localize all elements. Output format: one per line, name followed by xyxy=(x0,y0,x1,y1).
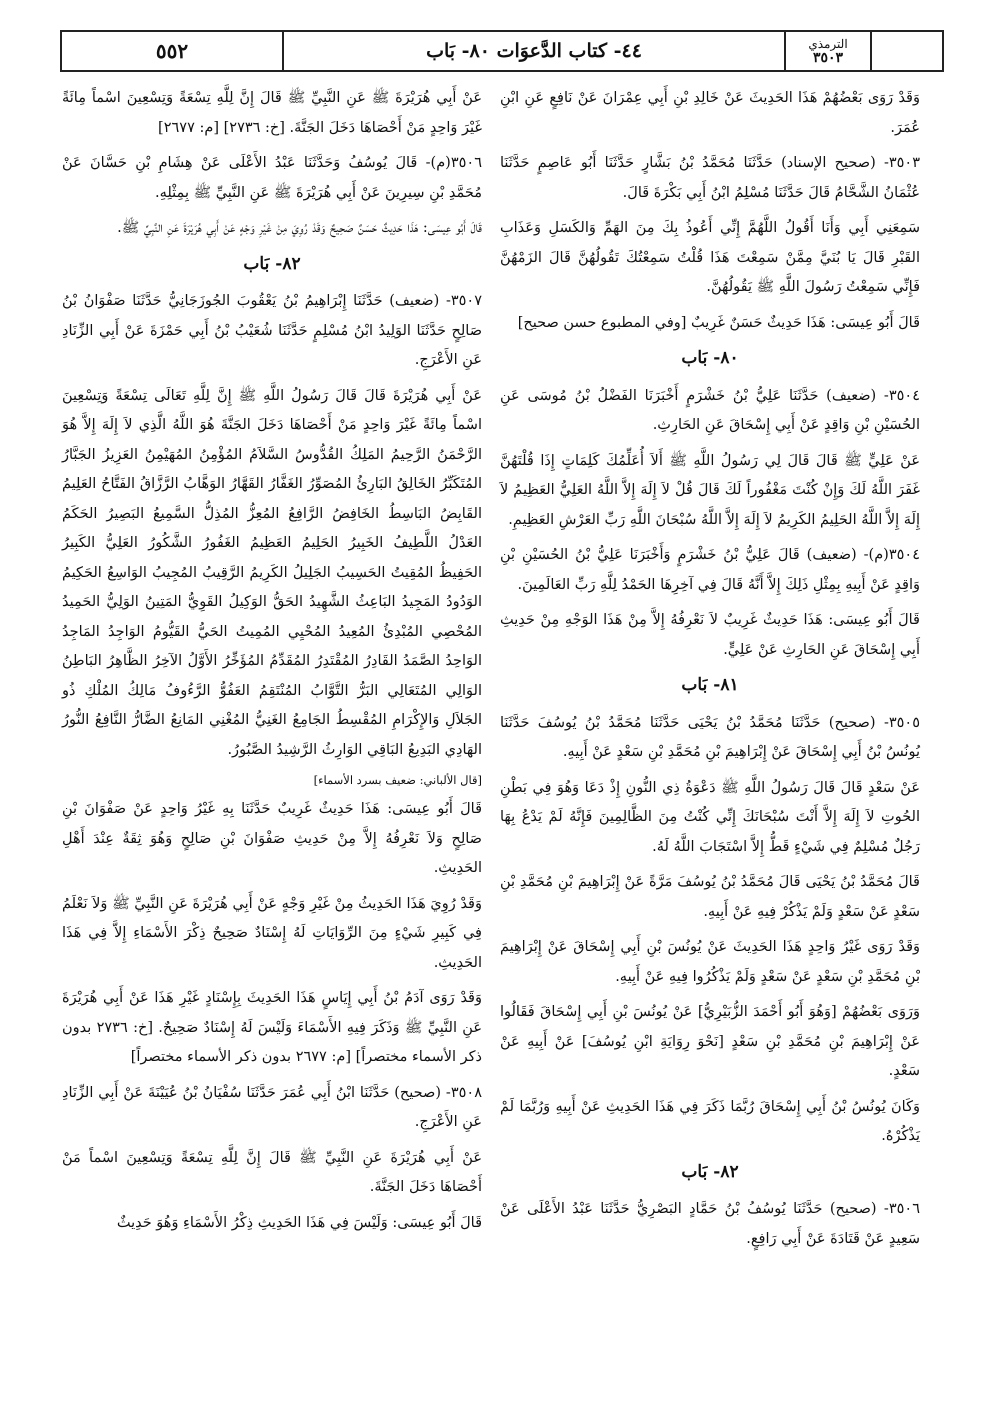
hadith-paragraph: قَالَ أَبُو عِيسَى: وَلَيْسَ فِي هَذَا الحَدِيثِ ذِكْرُ الأَسْمَاءِ وَهُوَ حَدِيثٌ xyxy=(116,1214,482,1231)
hadith-paragraph: ٣٥٠٤- (ضعيف) حَدَّثَنَا عَلِيُّ بْنُ خَشْرَمٍ أَخْبَرَنَا الفَضْلُ بْنُ مُوسَى عَنِ الحُسَيْنِ بْنِ وَاقِدٍ عَنْ أَبِي إِسْحَاقَ عَنِ الحَارِثِ. xyxy=(500,387,920,433)
section-heading: ٨١- بَاب xyxy=(681,675,739,695)
hadith-paragraph: عَنْ عَلِيٍّ ﷺ قَالَ قَالَ لِي رَسُولُ اللَّهِ ﷺ أَلاَ أُعَلِّمُكَ كَلِمَاتٍ إِذَا قُلْتَهُنَّ غَفَرَ اللَّهُ لَكَ وَإِنْ كُنْتَ مَغْفُوراً لَكَ قَالَ قُلْ لاَ إِلَهَ إِلاَّ اللَّهُ العَلِيُّ العَظِيمُ لاَ إِلَهَ إِلاَّ اللَّهُ الحَلِيمُ الكَرِيمُ لاَ إِلَهَ إِلاَّ اللَّهُ سُبْحَانَ اللَّهِ رَبِّ العَرْشِ العَظِيمِ. xyxy=(500,452,920,528)
left-column xyxy=(62,84,482,1244)
hadith-paragraph: قَالَ أَبُو عِيسَى: هَذَا حَدِيثٌ حَسَنٌ صَحِيحٌ وَقَدْ رُوِيَ مِنْ غَيْرِ وَجْهٍ عَنْ أَبِي هُرَيْرَةَ عَنِ النَّبِيِّ ﷺ. xyxy=(117,220,482,236)
hadith-paragraph: عَنْ أَبِي هُرَيْرَةَ ﷺ عَنِ النَّبِيِّ ﷺ قَالَ إِنَّ لِلَّهِ تِسْعَةً وَتِسْعِينَ اسْماً مِائَةً غَيْرَ وَاحِدٍ مَنْ أَحْصَاهَا دَخَلَ الجَنَّةَ. [خ: ٢٧٣٦] [م: ٢٦٧٧] xyxy=(62,90,482,136)
hadith-paragraph: وَقَدْ رَوَى آدَمُ بْنُ أَبِي إِيَاسٍ هَذَا الحَدِيثَ بِإِسْنَادٍ غَيْرِ هَذَا عَنْ أَبِي هُرَيْرَةَ عَنِ النَّبِيِّ ﷺ وَذَكَرَ فِيهِ الأَسْمَاءَ وَلَيْسَ لَهُ إِسْنَادٌ صَحِيحٌ. [خ: ٢٧٣٦ بدون ذكر الأسماء مختصراً] [م: ٢٦٧٧ بدون ذكر الأسماء مختصراً] xyxy=(62,990,482,1065)
page-header xyxy=(60,30,944,72)
book-name: الترمذي xyxy=(808,37,848,51)
hadith-paragraph: ٣٥٠٤(م)- (ضعيف) قَالَ عَلِيُّ بْنُ خَشْرَمٍ وَأَخْبَرَنَا عَلِيُّ بْنُ الحُسَيْنِ بْنِ وَاقِدٍ عَنْ أَبِيهِ بِمِثْلِ ذَلِكَ إِلاَّ أَنَّهُ قَالَ فِي آخِرِهَا الحَمْدُ لِلَّهِ رَبِّ العَالَمِينَ. xyxy=(500,547,920,593)
section-heading: ٨٠- بَاب xyxy=(681,348,739,368)
hadith-paragraph: قَالَ مُحَمَّدُ بْنُ يَحْيَى قَالَ مُحَمَّدُ بْنُ يُوسُفَ مَرَّةً عَنْ إِبْرَاهِيمَ بْنِ مُحَمَّدِ بْنِ سَعْدٍ عَنْ سَعْدٍ وَلَمْ يَذْكُرْ فِيهِ عَنْ أَبِيهِ. xyxy=(500,874,920,920)
right-column xyxy=(500,84,920,1260)
hadith-reference xyxy=(784,32,870,70)
hadith-paragraph: قَالَ أَبُو عِيسَى: هَذَا حَدِيثٌ غَرِيبٌ حَدَّثَنَا بِهِ غَيْرُ وَاحِدٍ عَنْ صَفْوَانَ بْنِ صَالِحٍ وَلاَ نَعْرِفُهُ إِلاَّ مِنْ حَدِيثِ صَفْوَانَ بْنِ صَالِحٍ وَهُوَ ثِقَةٌ عِنْدَ أَهْلِ الحَدِيثِ. xyxy=(62,801,482,876)
hadith-paragraph: ٣٥٠٦- (صحيح) حَدَّثَنَا يُوسُفُ بْنُ حَمَّادٍ البَصْرِيُّ حَدَّثَنَا عَبْدُ الأَعْلَى عَنْ سَعِيدٍ عَنْ قَتَادَةَ عَنْ أَبِي رَافِعٍ. xyxy=(500,1201,920,1247)
hadith-paragraph: قَالَ أَبُو عِيسَى: هَذَا حَدِيثٌ غَرِيبٌ لاَ نَعْرِفُهُ إِلاَّ مِنْ هَذَا الوَجْهِ مِنْ حَدِيثِ أَبِي إِسْحَاقَ عَنِ الحَارِثِ عَنْ عَلِيٍّ. xyxy=(500,612,920,658)
hadith-paragraph: وَقَدْ رُوِيَ هَذَا الحَدِيثُ مِنْ غَيْرِ وَجْهٍ عَنْ أَبِي هُرَيْرَةَ عَنِ النَّبِيِّ ﷺ وَلاَ نَعْلَمُ فِي كَبِيرِ شَيْءٍ مِنَ الرِّوَايَاتِ لَهُ إِسْنَادٌ صَحِيحٌ ذِكْرَ الأَسْمَاءِ إِلاَّ فِي هَذَا الحَدِيثِ. xyxy=(62,895,482,971)
hadith-paragraph: سَمِعَنِي أَبِي وَأَنَا أَقُولُ اللَّهُمَّ إِنِّي أَعُوذُ بِكَ مِنَ الهَمِّ وَالكَسَلِ وَعَذَابِ القَبْرِ قَالَ يَا بُنَيَّ مِمَّنْ سَمِعْتَ هَذَا قُلْتُ سَمِعْتُكَ تَقُولُهُنَّ قَالَ الزَمْهُنَّ فَإِنِّي سَمِعْتُ رَسُولَ اللَّهِ ﷺ يَقُولُهُنَّ. xyxy=(500,220,920,295)
hadith-paragraph: ٣٥٠٧- (ضعيف) حَدَّثَنَا إِبْرَاهِيمُ بْنُ يَعْقُوبَ الجُوزَجَانِيُّ حَدَّثَنَا صَفْوَانُ بْنُ صَالِحٍ حَدَّثَنَا الوَلِيدُ ابْنُ مُسْلِمٍ حَدَّثَنَا شُعَيْبُ بْنُ أَبِي حَمْزَةَ عَنْ أَبِي الزِّنَادِ عَنِ الأَعْرَجِ. xyxy=(62,293,482,368)
hadith-paragraph: ٣٥٠٣- (صحيح الإسناد) حَدَّثَنَا مُحَمَّدُ بْنُ بَشَّارٍ حَدَّثَنَا أَبُو عَاصِمٍ حَدَّثَنَا عُثْمَانُ الشَّحَّامُ قَالَ حَدَّثَنَا مُسْلِمُ ابْنُ أَبِي بَكْرَةَ قَالَ. xyxy=(500,155,920,201)
section-heading: ٨٢- بَاب xyxy=(681,1161,739,1182)
header-blank-cell xyxy=(870,32,942,70)
hadith-paragraph: ٣٥٠٦(م)- قَالَ يُوسُفُ وَحَدَّثَنَا عَبْدُ الأَعْلَى عَنْ هِشَامِ بْنِ حَسَّانَ عَنْ مُحَمَّدِ بْنِ سِيرِينَ عَنْ أَبِي هُرَيْرَةَ ﷺ عَنِ النَّبِيِّ ﷺ بِمِثْلِهِ. xyxy=(62,155,482,201)
chapter-title: ٤٤- كتاب الدَّعوَات ٨٠- بَاب xyxy=(282,32,784,70)
hadith-paragraph: عَنْ أَبِي هُرَيْرَةَ قَالَ قَالَ رَسُولُ اللَّهِ ﷺ إِنَّ لِلَّهِ تَعَالَى تِسْعَةً وَتِسْعِينَ اسْماً مِائَةً غَيْرَ وَاحِدٍ مَنْ أَحْصَاهَا دَخَلَ الجَنَّةَ هُوَ اللَّهُ الَّذِي لاَ إِلَهَ إِلاَّ هُوَ الرَّحْمَنُ الرَّحِيمُ المَلِكُ القُدُّوسُ السَّلاَمُ المُؤْمِنُ المُهَيْمِنُ العَزِيزُ الجَبَّارُ المُتَكَبِّرُ الخَالِقُ البَارِئُ المُصَوِّرُ الغَفَّارُ القَهَّارُ الوَهَّابُ الرَّزَّاقُ الفَتَّاحُ العَلِيمُ القَابِضُ البَاسِطُ الخَافِضُ الرَّافِعُ المُعِزُّ المُذِلُّ السَّمِيعُ البَصِيرُ الحَكَمُ العَدْلُ اللَّطِيفُ الخَبِيرُ الحَلِيمُ العَظِيمُ الغَفُورُ الشَّكُورُ العَلِيُّ الكَبِيرُ الحَفِيظُ المُقِيتُ الحَسِيبُ الجَلِيلُ الكَرِيمُ الرَّقِيبُ المُجِيبُ الوَاسِعُ الحَكِيمُ الوَدُودُ المَجِيدُ البَاعِثُ الشَّهِيدُ الحَقُّ الوَكِيلُ القَوِيُّ المَتِينُ الوَلِيُّ الحَمِيدُ المُحْصِي المُبْدِئُ المُعِيدُ المُحْيِي المُمِيتُ الحَيُّ القَيُّومُ الوَاجِدُ المَاجِدُ الوَاحِدُ الصَّمَدُ القَادِرُ المُقْتَدِرُ المُقَدِّمُ المُؤَخِّرُ الأَوَّلُ الآخِرُ الظَّاهِرُ البَاطِنُ الوَالِي المُتَعَالِي البَرُّ التَّوَّابُ المُنْتَقِمُ العَفُوُّ الرَّءُوفُ مَالِكُ المُلْكِ ذُو الجَلاَلِ وَالإِكْرَامِ المُقْسِطُ الجَامِعُ الغَنِيُّ المُغْنِي المَانِعُ الضَّارُّ النَّافِعُ النُّورُ الهَادِي البَدِيعُ البَاقِي الوَارِثُ الرَّشِيدُ الصَّبُورُ. xyxy=(62,387,482,758)
grading-note: [قال الألباني: ضعيف بسرد الأسماء] xyxy=(313,773,482,787)
hadith-paragraph: وَرَوَى بَعْضُهُمْ [وَهُوَ أَبُو أَحْمَدَ الزُّبَيْرِيُّ] عَنْ يُونُسَ بْنِ أَبِي إِسْحَاقَ فَقَالُوا عَنْ إِبْرَاهِيمَ بْنِ مُحَمَّدِ بْنِ سَعْدٍ [نَحْوَ رِوَايَةِ ابْنِ يُوسُفَ] عَنْ أَبِيهِ عَنْ سَعْدٍ. xyxy=(500,1004,920,1079)
hadith-range: ٣٥٠٣ xyxy=(812,50,844,66)
hadith-paragraph: وَكَانَ يُونُسُ بْنُ أَبِي إِسْحَاقَ رُبَّمَا ذَكَرَ فِي هَذَا الحَدِيثِ عَنْ أَبِيهِ وَرُبَّمَا لَمْ يَذْكُرْهُ. xyxy=(500,1098,920,1144)
hadith-paragraph: ٣٥٠٥- (صحيح) حَدَّثَنَا مُحَمَّدُ بْنُ يَحْيَى حَدَّثَنَا مُحَمَّدُ بْنُ يُوسُفَ حَدَّثَنَا يُونُسُ بْنُ أَبِي إِسْحَاقَ عَنْ إِبْرَاهِيمَ بْنِ مُحَمَّدِ بْنِ سَعْدٍ عَنْ أَبِيهِ. xyxy=(500,714,920,760)
hadith-paragraph: ٣٥٠٨- (صحيح) حَدَّثَنَا ابْنُ أَبِي عُمَرَ حَدَّثَنَا سُفْيَانُ بْنُ عُيَيْنَةَ عَنْ أَبِي الزِّنَادِ عَنِ الأَعْرَجِ. xyxy=(62,1084,482,1130)
hadith-paragraph: وَقَدْ رَوَى غَيْرُ وَاحِدٍ هَذَا الحَدِيثَ عَنْ يُونُسَ بْنِ أَبِي إِسْحَاقَ عَنْ إِبْرَاهِيمَ بْنِ مُحَمَّدِ بْنِ سَعْدٍ عَنْ سَعْدٍ وَلَمْ يَذْكُرُوا فِيهِ عَنْ أَبِيهِ. xyxy=(500,939,920,985)
hadith-paragraph: عَنْ أَبِي هُرَيْرَةَ عَنِ النَّبِيِّ ﷺ قَالَ إِنَّ لِلَّهِ تِسْعَةً وَتِسْعِينَ اسْماً مَنْ أَحْصَاهَا دَخَلَ الجَنَّةَ. xyxy=(62,1149,482,1195)
hadith-paragraph: قَالَ أَبُو عِيسَى: هَذَا حَدِيثٌ حَسَنٌ غَرِيبٌ [وفي المطبوع حسن صحيح] xyxy=(517,314,920,331)
page-number: ٥٥٢ xyxy=(155,39,189,63)
section-heading: ٨٢- بَاب xyxy=(243,253,301,274)
hadith-paragraph: وَقَدْ رَوَى بَعْضُهُمْ هَذَا الحَدِيثَ عَنْ خَالِدِ بْنِ أَبِي عِمْرَانَ عَنْ نَافِعٍ عَنِ ابْنِ عُمَرَ. xyxy=(500,90,920,136)
hadith-paragraph: عَنْ سَعْدٍ قَالَ قَالَ رَسُولُ اللَّهِ ﷺ دَعْوَةُ ذِي النُّونِ إِذْ دَعَا وَهُوَ فِي بَطْنِ الحُوتِ لاَ إِلَهَ إِلاَّ أَنْتَ سُبْحَانَكَ إِنِّي كُنْتُ مِنَ الظَّالِمِينَ فَإِنَّهُ لَمْ يَدْعُ بِهَا رَجُلٌ مُسْلِمٌ فِي شَيْءٍ قَطُّ إِلاَّ اسْتَجَابَ اللَّهُ لَهُ. xyxy=(500,779,920,855)
